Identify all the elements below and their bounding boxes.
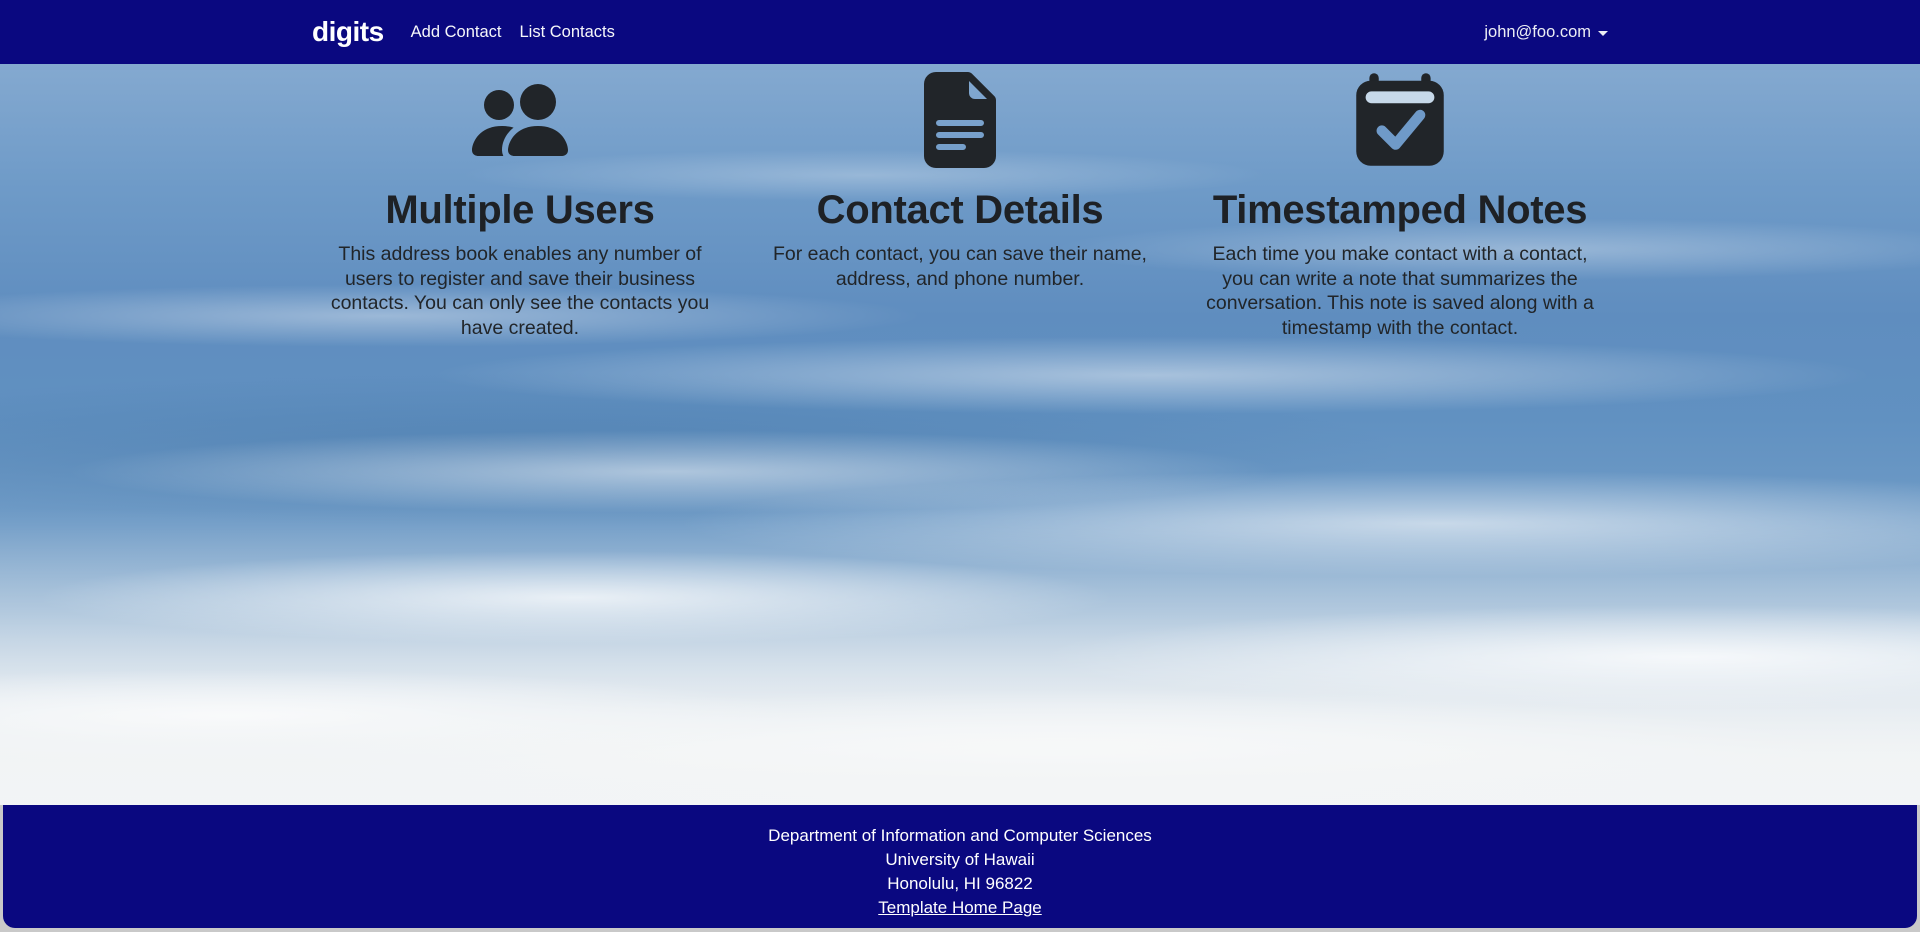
- user-menu-dropdown[interactable]: [1484, 15, 1608, 50]
- footer-department: Department of Information and Computer Sciences: [768, 826, 1152, 845]
- feature-title: Multiple Users: [385, 188, 655, 232]
- feature-description: For each contact, you can save their name, address, and phone number.: [773, 243, 1147, 290]
- feature-multiple-users: [300, 72, 740, 340]
- footer-address: Honolulu, HI 96822: [887, 874, 1033, 893]
- footer-university: University of Hawaii: [885, 850, 1035, 869]
- feature-title: Contact Details: [816, 188, 1104, 232]
- chevron-down-icon: [1598, 31, 1608, 36]
- feature-timestamped-notes: [1180, 72, 1620, 340]
- user-email-label: john@foo.com: [1484, 22, 1591, 41]
- feature-description: Each time you make contact with a contact, you can write a note that summarizes the conversation. This note is saved along with a timestamp with the contact.: [1206, 243, 1594, 339]
- hero-section: [0, 64, 1920, 805]
- feature-contact-details: [740, 72, 1180, 340]
- calendar-check-icon: [1192, 72, 1608, 176]
- nav-links: [402, 15, 624, 50]
- navbar: [0, 0, 1920, 64]
- features-row: [300, 64, 1620, 340]
- template-home-link[interactable]: Template Home Page: [878, 898, 1042, 917]
- footer: [3, 805, 1917, 928]
- nav-list-contacts[interactable]: List Contacts: [519, 22, 615, 41]
- people-icon: [312, 72, 728, 176]
- brand-logo[interactable]: digits: [312, 16, 384, 47]
- navbar-container: [300, 0, 1620, 64]
- feature-description: This address book enables any number of users to register and save their business contacts. You can only see the contacts you have created.: [330, 243, 710, 339]
- file-text-icon: [752, 72, 1168, 176]
- nav-add-contact[interactable]: Add Contact: [410, 22, 502, 41]
- feature-title: Timestamped Notes: [1212, 188, 1588, 232]
